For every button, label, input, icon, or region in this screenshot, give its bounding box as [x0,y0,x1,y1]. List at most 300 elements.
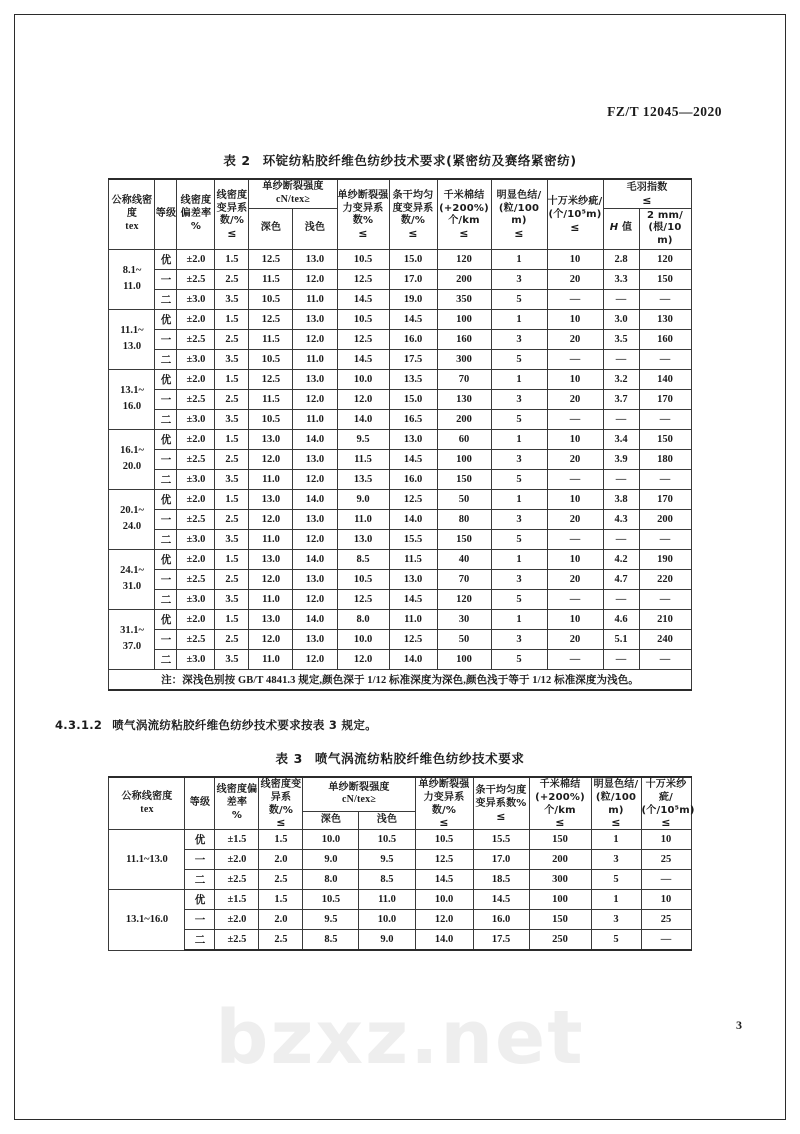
th3-defects-label: 十万米纱疵/ [645,778,687,803]
cell-neps: 100 [529,890,591,910]
cell-cv: 1.5 [215,429,249,449]
cell-scv: 8.5 [337,549,389,569]
cell-h: — [603,469,639,489]
cell-grade: 二 [155,289,177,309]
cell-light: 13.0 [293,569,337,589]
cell-light: 11.0 [359,890,415,910]
cell-neps: 150 [529,910,591,930]
cell-grade: 二 [155,409,177,429]
cell-scv: 10.5 [337,569,389,589]
cell-defects: — [641,930,691,951]
le-icon: ≤ [555,816,565,830]
cell-neps: 250 [529,930,591,951]
cell-nominal-density: 20.1~ 24.0 [109,489,155,549]
cell-dev: ±3.0 [177,289,215,309]
cell-light: 12.0 [293,649,337,669]
cell-neps: 150 [437,529,491,549]
cell-neps: 120 [437,589,491,609]
cell-ecv: 14.5 [389,309,437,329]
cell-dev: ±3.0 [177,409,215,429]
cell-neps: 200 [437,409,491,429]
cell-defects: — [547,649,603,669]
cell-h: — [603,409,639,429]
cell-hair: — [639,649,691,669]
cell-cneps: 1 [491,309,547,329]
table-row [109,870,691,890]
cell-cneps: 5 [591,930,641,951]
cell-defects: 10 [547,489,603,509]
cell-ecv: 17.5 [389,349,437,369]
cell-cv: 2.5 [215,389,249,409]
cell-cneps: 5 [491,469,547,489]
th-hairiness-2mm-label: 2 mm/ [647,209,683,221]
cell-cv: 1.5 [215,549,249,569]
cell-scv: 12.5 [337,329,389,349]
cell-cneps: 3 [491,629,547,649]
cell-light: 14.0 [293,549,337,569]
cell-scv: 12.0 [415,910,473,930]
cell-scv: 10.0 [337,629,389,649]
cell-dev: ±2.5 [177,569,215,589]
cell-cneps: 3 [591,910,641,930]
cell-dev: ±2.5 [215,930,259,951]
cell-dark: 11.5 [249,269,293,289]
table-row [109,589,691,609]
cell-hair: 170 [639,489,691,509]
cell-neps: 150 [529,830,591,850]
cell-ecv: 11.0 [389,609,437,629]
th-light: 浅色 [293,208,337,249]
cell-dev: ±2.5 [177,509,215,529]
cell-neps: 60 [437,429,491,449]
table-row [109,389,691,409]
cell-grade: 优 [155,609,177,629]
cell-light: 13.0 [293,369,337,389]
cell-dev: ±2.0 [177,369,215,389]
th-breaking-strength-label: 单纱断裂强度 [262,181,324,192]
cell-ecv: 14.0 [389,649,437,669]
watermark: bzxz.net [215,995,585,1081]
cell-dark: 12.5 [249,249,293,269]
cell-ecv: 14.0 [389,509,437,529]
cell-nominal-density: 31.1~ 37.0 [109,609,155,669]
le-icon: ≤ [408,227,418,241]
cell-dark: 12.0 [249,449,293,469]
cell-grade: 二 [155,589,177,609]
cell-grade: 优 [185,890,215,910]
cell-neps: 100 [437,649,491,669]
cell-scv: 11.5 [337,449,389,469]
cell-hair: 200 [639,509,691,529]
cell-neps: 120 [437,249,491,269]
cell-cneps: 5 [491,289,547,309]
table-row [109,930,691,951]
cell-dark: 11.0 [249,589,293,609]
cell-cv: 1.5 [259,830,303,850]
cell-dev: ±2.5 [177,269,215,289]
cell-defects: 25 [641,910,691,930]
th-color-neps-unit: (粒/100 m) [498,202,540,227]
th-hairiness-2mm [639,208,691,249]
table3-caption [55,749,745,767]
cell-ecv: 14.5 [473,890,529,910]
cell-light: 11.0 [293,289,337,309]
cell-neps: 150 [437,469,491,489]
th-neps [437,179,491,249]
table-row [109,309,691,329]
cell-nominal-density: 16.1~ 20.0 [109,429,155,489]
le-icon: ≤ [439,816,449,830]
cell-cv: 1.5 [215,609,249,629]
th3-defects-unit: (个/10⁵m) [641,804,695,816]
cell-dev: ±3.0 [177,349,215,369]
cell-dev: ±3.0 [177,529,215,549]
cell-dev: ±1.5 [215,830,259,850]
cell-grade: 二 [185,930,215,951]
cell-defects: 20 [547,389,603,409]
cell-ecv: 17.0 [473,850,529,870]
table-row [109,489,691,509]
table2 [108,178,691,691]
cell-scv: 14.0 [337,409,389,429]
cell-h: 3.3 [603,269,639,289]
cell-cneps: 3 [591,850,641,870]
cell-cv: 3.5 [215,469,249,489]
cell-dev: ±2.0 [177,549,215,569]
cell-ecv: 19.0 [389,289,437,309]
cell-scv: 12.5 [415,850,473,870]
table-row [109,349,691,369]
cell-cneps: 1 [491,609,547,629]
cell-neps: 100 [437,309,491,329]
table-row [109,649,691,669]
table3-caption-label: 表 3 [275,750,303,766]
cell-scv: 14.5 [415,870,473,890]
cell-dark: 9.5 [303,910,359,930]
th3-color-neps-unit: (粒/100 m) [595,791,637,816]
clause-4-3-1-2 [55,717,745,733]
th-neps-unit: 个/km [448,215,480,227]
cell-dark: 13.0 [249,609,293,629]
cell-neps: 300 [437,349,491,369]
table-row [109,910,691,930]
th3-neps [529,777,591,830]
cell-dark: 8.0 [303,870,359,890]
table-row [109,449,691,469]
th3-nominal-density-unit: tex [140,803,154,815]
cell-grade: 一 [155,329,177,349]
le-icon: ≤ [358,227,368,241]
cell-dev: ±2.0 [177,429,215,449]
cell-h: 3.7 [603,389,639,409]
table-row [109,409,691,429]
cell-cneps: 1 [491,489,547,509]
cell-ecv: 16.0 [389,469,437,489]
table2-caption-text: 环锭纺粘胶纤维色纺纱技术要求(紧密纺及赛络紧密纺) [262,153,577,168]
th-defects-unit: (个/10⁵m) [548,208,602,220]
cell-h: — [603,349,639,369]
th-color-neps [491,179,547,249]
cell-grade: 二 [155,349,177,369]
cell-cneps: 5 [491,349,547,369]
cell-defects: 20 [547,509,603,529]
th-breaking-strength-unit: cN/tex≥ [275,193,311,205]
cell-grade: 二 [185,870,215,890]
cell-dark: 12.5 [249,309,293,329]
th-strength-cv [337,179,389,249]
cell-dev: ±2.0 [215,850,259,870]
cell-h: 2.8 [603,249,639,269]
cell-hair: 210 [639,609,691,629]
th3-evenness-cv-label: 条干均匀度变异系数% [475,785,527,810]
cell-scv: 12.0 [337,649,389,669]
th3-density-deviation [215,777,259,830]
cell-cneps: 5 [491,409,547,429]
cell-cneps: 5 [491,589,547,609]
table-row [109,269,691,289]
table2-body [109,249,691,690]
th-evenness-cv [389,179,437,249]
le-icon: ≤ [496,809,506,823]
cell-ecv: 13.0 [389,569,437,589]
cell-dark: 11.5 [249,329,293,349]
cell-grade: 一 [155,509,177,529]
cell-ecv: 17.5 [473,930,529,951]
cell-hair: 170 [639,389,691,409]
cell-h: 4.6 [603,609,639,629]
le-icon: ≤ [642,193,652,207]
cell-scv: 12.5 [337,589,389,609]
cell-defects: 20 [547,629,603,649]
cell-cv: 3.5 [215,529,249,549]
cell-light: 13.0 [293,509,337,529]
cell-dark: 10.5 [303,890,359,910]
cell-dev: ±2.5 [177,389,215,409]
cell-cneps: 5 [591,870,641,890]
table-row [109,329,691,349]
table3-header-row-1 [109,777,691,811]
le-icon: ≤ [227,227,237,241]
cell-grade: 二 [155,649,177,669]
cell-dev: ±2.5 [215,870,259,890]
th-breaking-strength [249,179,337,208]
table-row [109,289,691,309]
cell-hair: — [639,409,691,429]
cell-defects: — [547,589,603,609]
cell-h: — [603,589,639,609]
cell-defects: — [547,349,603,369]
cell-defects: — [641,870,691,890]
cell-h: 3.8 [603,489,639,509]
cell-neps: 200 [437,269,491,289]
cell-h: — [603,649,639,669]
cell-cneps: 1 [491,549,547,569]
cell-defects: 20 [547,329,603,349]
cell-hair: 190 [639,549,691,569]
th3-breaking-strength-unit: cN/tex≥ [341,794,377,806]
cell-cv: 3.5 [215,289,249,309]
cell-neps: 30 [437,609,491,629]
th-grade: 等级 [155,179,177,249]
th-density-deviation [177,179,215,249]
th-nominal-density [109,179,155,249]
cell-hair: 180 [639,449,691,469]
th-density-cv-label: 线密度变异系数/% [216,189,248,227]
cell-dark: 13.0 [249,549,293,569]
cell-cneps: 3 [491,509,547,529]
cell-cv: 2.0 [259,910,303,930]
th-dark: 深色 [249,208,293,249]
th3-density-cv [259,777,303,830]
cell-nominal-density: 11.1~ 13.0 [109,309,155,369]
cell-hair: — [639,349,691,369]
cell-h: 4.2 [603,549,639,569]
cell-defects: 10 [547,369,603,389]
cell-light: 12.0 [293,529,337,549]
table-row [109,830,691,850]
table-row [109,469,691,489]
le-icon: ≤ [276,816,286,830]
table2-caption [55,151,745,169]
cell-dev: ±3.0 [177,589,215,609]
cell-scv: 12.0 [337,389,389,409]
cell-nominal-density: 11.1~13.0 [109,830,185,890]
cell-scv: 14.5 [337,289,389,309]
cell-light: 12.0 [293,329,337,349]
cell-scv: 10.5 [415,830,473,850]
cell-ecv: 18.5 [473,870,529,890]
cell-grade: 优 [155,549,177,569]
th3-color-neps [591,777,641,830]
cell-dev: ±2.5 [177,329,215,349]
th3-breaking-strength-label: 单纱断裂强度 [328,781,390,793]
th3-defects [641,777,695,830]
th-hairiness [603,179,691,208]
th-density-cv [215,179,249,249]
cell-light: 13.0 [293,629,337,649]
th-strength-cv-label: 单纱断裂强力变异系数% [337,189,389,227]
cell-dark: 12.0 [249,569,293,589]
running-header-standard-code: FZ/T 12045—2020 [607,104,722,119]
cell-dark: 11.0 [249,529,293,549]
cell-scv: 10.0 [415,890,473,910]
cell-neps: 130 [437,389,491,409]
cell-light: 12.0 [293,589,337,609]
cell-defects: 10 [641,830,691,850]
cell-hair: 120 [639,249,691,269]
cell-neps: 40 [437,549,491,569]
cell-cneps: 1 [491,429,547,449]
cell-defects: 10 [641,890,691,910]
th3-density-deviation-unit: % [231,810,243,822]
cell-hair: — [639,469,691,489]
cell-grade: 一 [155,449,177,469]
cell-cneps: 3 [491,389,547,409]
cell-cv: 1.5 [215,369,249,389]
cell-ecv: 15.5 [473,830,529,850]
cell-dark: 13.0 [249,429,293,449]
cell-cv: 2.5 [215,449,249,469]
cell-nominal-density: 13.1~ 16.0 [109,369,155,429]
table2-note: 注：深浅色别按 GB/T 4841.3 规定,颜色深于 1/12 标准深度为深色,颜色浅于等于 1/12 标准深度为浅色。 [109,669,691,690]
cell-grade: 优 [185,830,215,850]
th-color-neps-label: 明显色结/ [496,189,542,201]
cell-ecv: 15.5 [389,529,437,549]
cell-scv: 10.5 [337,309,389,329]
th-defects-label: 十万米纱疵/ [547,196,603,208]
cell-scv: 11.0 [337,509,389,529]
th3-density-deviation-label: 线密度偏差率 [216,784,258,809]
table2-header-row-1 [109,179,691,208]
table3 [108,776,695,951]
cell-dark: 10.5 [249,409,293,429]
th-density-deviation-unit: % [190,220,202,232]
cell-grade: 一 [155,569,177,589]
cell-cv: 2.0 [259,850,303,870]
cell-cneps: 3 [491,449,547,469]
cell-dark: 8.5 [303,930,359,951]
cell-cneps: 5 [491,649,547,669]
cell-neps: 350 [437,289,491,309]
th3-nominal-density-label: 公称线密度 [121,790,173,802]
cell-dark: 10.5 [249,349,293,369]
cell-grade: 一 [155,629,177,649]
le-icon: ≤ [570,220,580,234]
cell-cv: 2.5 [215,269,249,289]
th3-strength-cv [415,777,473,830]
cell-neps: 200 [529,850,591,870]
cell-h: 3.0 [603,309,639,329]
table-row [109,369,691,389]
cell-grade: 优 [155,369,177,389]
cell-defects: — [547,289,603,309]
cell-ecv: 15.0 [389,249,437,269]
cell-h: 4.7 [603,569,639,589]
cell-grade: 优 [155,489,177,509]
cell-grade: 一 [185,910,215,930]
cell-dev: ±3.0 [177,649,215,669]
th3-grade: 等级 [185,777,215,830]
cell-light: 11.0 [293,409,337,429]
cell-dev: ±2.0 [215,910,259,930]
cell-ecv: 13.5 [389,369,437,389]
cell-defects: 10 [547,429,603,449]
cell-nominal-density: 24.1~ 31.0 [109,549,155,609]
cell-cv: 1.5 [215,249,249,269]
th3-dark: 深色 [303,811,359,830]
cell-grade: 优 [155,309,177,329]
cell-dev: ±2.0 [177,489,215,509]
table-row [109,549,691,569]
cell-neps: 160 [437,329,491,349]
cell-hair: — [639,589,691,609]
cell-neps: 70 [437,369,491,389]
cell-hair: 150 [639,269,691,289]
cell-scv: 13.5 [337,469,389,489]
cell-cneps: 3 [491,269,547,289]
cell-dev: ±2.5 [177,629,215,649]
cell-hair: 220 [639,569,691,589]
cell-dark: 12.5 [249,369,293,389]
cell-light: 10.5 [359,830,415,850]
cell-scv: 9.0 [337,489,389,509]
cell-cneps: 1 [491,249,547,269]
table-row [109,509,691,529]
cell-scv: 14.5 [337,349,389,369]
cell-light: 14.0 [293,429,337,449]
cell-cv: 2.5 [215,629,249,649]
cell-dark: 11.0 [249,469,293,489]
